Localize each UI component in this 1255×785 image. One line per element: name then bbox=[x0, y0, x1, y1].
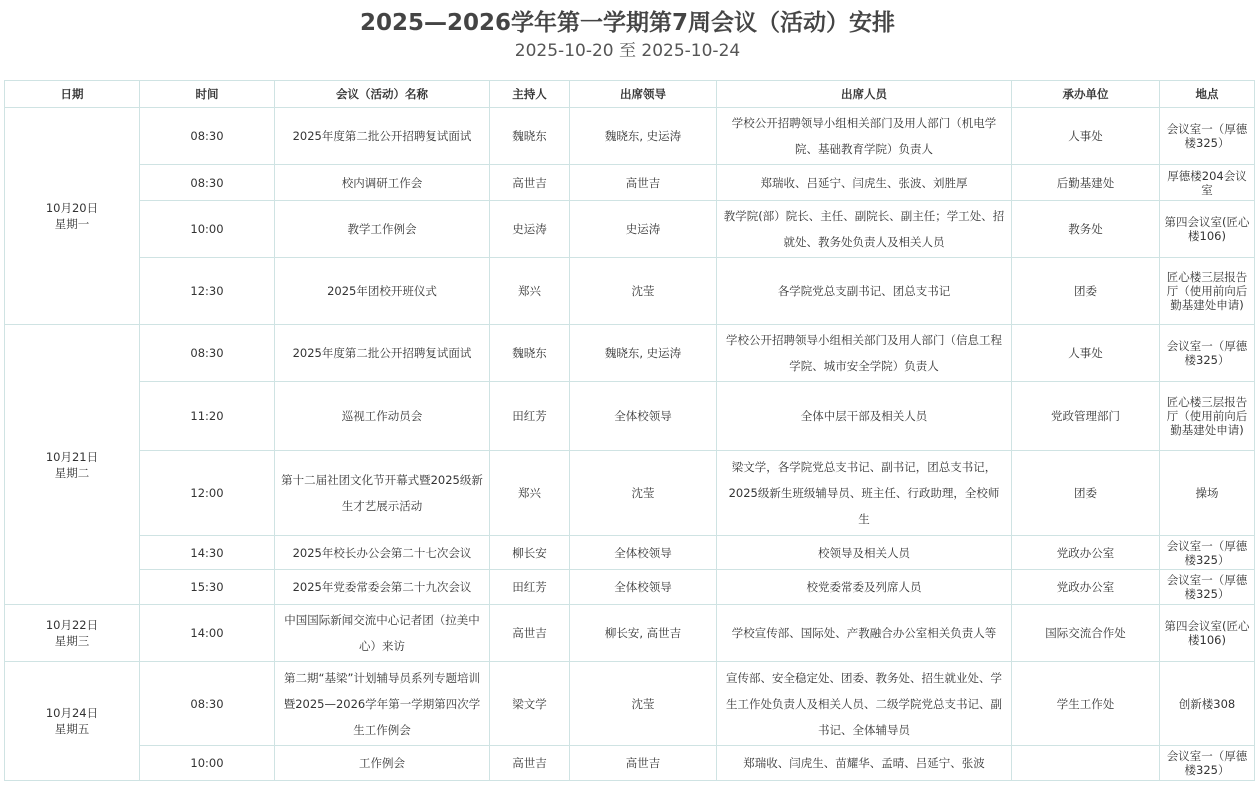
attendees-cell: 郑瑞收、吕延宁、闫虎生、张波、刘胜厚 bbox=[717, 165, 1012, 201]
column-header: 主持人 bbox=[490, 81, 570, 108]
column-header: 日期 bbox=[5, 81, 140, 108]
column-header: 出席领导 bbox=[570, 81, 717, 108]
table-row bbox=[5, 570, 1255, 605]
meeting-name-cell: 2025年校长办公会第二十七次会议 bbox=[275, 536, 490, 570]
location-cell: 匠心楼三层报告厅（使用前向后勤基建处申请) bbox=[1160, 258, 1255, 325]
leaders-cell: 高世吉 bbox=[570, 746, 717, 781]
host-cell: 田红芳 bbox=[490, 382, 570, 451]
time-cell: 15:30 bbox=[140, 570, 275, 605]
location-cell: 会议室一（厚德楼325） bbox=[1160, 325, 1255, 382]
date-cell bbox=[5, 108, 140, 325]
host-cell: 高世吉 bbox=[490, 605, 570, 662]
column-header: 出席人员 bbox=[717, 81, 1012, 108]
time-cell: 10:00 bbox=[140, 746, 275, 781]
time-cell: 08:30 bbox=[140, 662, 275, 746]
organizer-cell: 党政办公室 bbox=[1012, 536, 1160, 570]
organizer-cell: 党政办公室 bbox=[1012, 570, 1160, 605]
host-cell: 魏晓东 bbox=[490, 108, 570, 165]
attendees-cell: 梁文学，各学院党总支书记、副书记，团总支书记，2025级新生班级辅导员、班主任、行政助理，全校师生 bbox=[717, 451, 1012, 536]
organizer-cell bbox=[1012, 746, 1160, 781]
page-title: 2025—2026学年第一学期第7周会议（活动）安排 bbox=[359, 10, 896, 36]
time-cell: 10:00 bbox=[140, 201, 275, 258]
leaders-cell: 柳长安, 高世吉 bbox=[570, 605, 717, 662]
time-cell: 12:00 bbox=[140, 451, 275, 536]
location-cell: 第四会议室(匠心楼106) bbox=[1160, 605, 1255, 662]
attendees-cell: 全体中层干部及相关人员 bbox=[717, 382, 1012, 451]
meeting-name-cell: 中国国际新闻交流中心记者团（拉美中心）来访 bbox=[275, 605, 490, 662]
location-cell: 操场 bbox=[1160, 451, 1255, 536]
location-cell: 会议室一（厚德楼325） bbox=[1160, 746, 1255, 781]
meeting-name-cell: 校内调研工作会 bbox=[275, 165, 490, 201]
leaders-cell: 史运涛 bbox=[570, 201, 717, 258]
date-cell bbox=[5, 605, 140, 662]
date-label: 10月24日 bbox=[45, 706, 99, 720]
organizer-cell: 人事处 bbox=[1012, 108, 1160, 165]
meeting-name-cell: 教学工作例会 bbox=[275, 201, 490, 258]
weekday-label: 星期一 bbox=[54, 217, 90, 231]
date-label: 10月21日 bbox=[45, 449, 99, 464]
table-row bbox=[5, 165, 1255, 201]
schedule-table bbox=[4, 80, 1255, 781]
table-row bbox=[5, 536, 1255, 570]
attendees-cell: 教学院(部）院长、主任、副院长、副主任；学工处、招就处、教务处负责人及相关人员 bbox=[717, 201, 1012, 258]
meeting-name-cell: 2025年团校开班仪式 bbox=[275, 258, 490, 325]
host-cell: 郑兴 bbox=[490, 258, 570, 325]
table-row bbox=[5, 746, 1255, 781]
time-cell: 12:30 bbox=[140, 258, 275, 325]
host-cell: 魏晓东 bbox=[490, 325, 570, 382]
column-header: 承办单位 bbox=[1012, 81, 1160, 108]
weekday-label: 星期二 bbox=[54, 465, 90, 480]
location-cell: 厚德楼204会议室 bbox=[1160, 165, 1255, 201]
host-cell: 高世吉 bbox=[490, 165, 570, 201]
column-header: 地点 bbox=[1160, 81, 1255, 108]
attendees-cell: 校党委常委及列席人员 bbox=[717, 570, 1012, 605]
attendees-cell: 郑瑞收、闫虎生、苗耀华、孟晴、吕延宁、张波 bbox=[717, 746, 1012, 781]
time-cell: 11:20 bbox=[140, 382, 275, 451]
meeting-name-cell: 巡视工作动员会 bbox=[275, 382, 490, 451]
time-cell: 08:30 bbox=[140, 165, 275, 201]
table-row bbox=[5, 382, 1255, 451]
leaders-cell: 沈莹 bbox=[570, 258, 717, 325]
time-cell: 08:30 bbox=[140, 108, 275, 165]
organizer-cell: 学生工作处 bbox=[1012, 662, 1160, 746]
location-cell: 创新楼308 bbox=[1160, 662, 1255, 746]
time-cell: 08:30 bbox=[140, 325, 275, 382]
meeting-name-cell: 第十二届社团文化节开幕式暨2025级新生才艺展示活动 bbox=[275, 451, 490, 536]
host-cell: 田红芳 bbox=[490, 570, 570, 605]
leaders-cell: 魏晓东, 史运涛 bbox=[570, 325, 717, 382]
location-cell: 会议室一（厚德楼325） bbox=[1160, 108, 1255, 165]
organizer-cell: 人事处 bbox=[1012, 325, 1160, 382]
meeting-name-cell: 2025年度第二批公开招聘复试面试 bbox=[275, 325, 490, 382]
meeting-name-cell: 第二期“基梁”计划辅导员系列专题培训暨2025—2026学年第一学期第四次学生工作例会 bbox=[275, 662, 490, 746]
leaders-cell: 沈莹 bbox=[570, 662, 717, 746]
time-cell: 14:30 bbox=[140, 536, 275, 570]
time-cell: 14:00 bbox=[140, 605, 275, 662]
leaders-cell: 全体校领导 bbox=[570, 536, 717, 570]
table-row bbox=[5, 662, 1255, 746]
organizer-cell: 后勤基建处 bbox=[1012, 165, 1160, 201]
column-header: 会议（活动）名称 bbox=[275, 81, 490, 108]
organizer-cell: 团委 bbox=[1012, 451, 1160, 536]
table-row bbox=[5, 325, 1255, 382]
meeting-name-cell: 2025年度第二批公开招聘复试面试 bbox=[275, 108, 490, 165]
location-cell: 会议室一（厚德楼325） bbox=[1160, 536, 1255, 570]
organizer-cell: 党政管理部门 bbox=[1012, 382, 1160, 451]
host-cell: 史运涛 bbox=[490, 201, 570, 258]
date-range: 2025-10-20 至 2025-10-24 bbox=[514, 41, 741, 61]
date-cell bbox=[5, 325, 140, 605]
leaders-cell: 沈莹 bbox=[570, 451, 717, 536]
host-cell: 高世吉 bbox=[490, 746, 570, 781]
leaders-cell: 魏晓东, 史运涛 bbox=[570, 108, 717, 165]
attendees-cell: 宣传部、安全稳定处、团委、教务处、招生就业处、学生工作处负责人及相关人员、二级学院党总支书记、副书记、全体辅导员 bbox=[717, 662, 1012, 746]
location-cell: 第四会议室(匠心楼106) bbox=[1160, 201, 1255, 258]
date-label: 10月22日 bbox=[45, 618, 99, 632]
column-header: 时间 bbox=[140, 81, 275, 108]
date-label: 10月20日 bbox=[45, 201, 99, 215]
table-row bbox=[5, 451, 1255, 536]
attendees-cell: 学校宣传部、国际处、产教融合办公室相关负责人等 bbox=[717, 605, 1012, 662]
attendees-cell: 校领导及相关人员 bbox=[717, 536, 1012, 570]
table-row bbox=[5, 108, 1255, 165]
date-cell bbox=[5, 662, 140, 781]
host-cell: 梁文学 bbox=[490, 662, 570, 746]
leaders-cell: 全体校领导 bbox=[570, 382, 717, 451]
attendees-cell: 学校公开招聘领导小组相关部门及用人部门（信息工程学院、城市安全学院）负责人 bbox=[717, 325, 1012, 382]
organizer-cell: 团委 bbox=[1012, 258, 1160, 325]
location-cell: 会议室一（厚德楼325） bbox=[1160, 570, 1255, 605]
table-row bbox=[5, 605, 1255, 662]
weekday-label: 星期三 bbox=[54, 634, 90, 648]
weekday-label: 星期五 bbox=[54, 722, 90, 736]
location-cell: 匠心楼三层报告厅（使用前向后勤基建处申请) bbox=[1160, 382, 1255, 451]
host-cell: 柳长安 bbox=[490, 536, 570, 570]
host-cell: 郑兴 bbox=[490, 451, 570, 536]
meeting-name-cell: 工作例会 bbox=[275, 746, 490, 781]
organizer-cell: 教务处 bbox=[1012, 201, 1160, 258]
table-row bbox=[5, 258, 1255, 325]
table-header-row bbox=[5, 81, 1255, 108]
organizer-cell: 国际交流合作处 bbox=[1012, 605, 1160, 662]
leaders-cell: 全体校领导 bbox=[570, 570, 717, 605]
attendees-cell: 各学院党总支副书记、团总支书记 bbox=[717, 258, 1012, 325]
leaders-cell: 高世吉 bbox=[570, 165, 717, 201]
table-row bbox=[5, 201, 1255, 258]
attendees-cell: 学校公开招聘领导小组相关部门及用人部门（机电学院、基础教育学院）负责人 bbox=[717, 108, 1012, 165]
meeting-name-cell: 2025年党委常委会第二十九次会议 bbox=[275, 570, 490, 605]
